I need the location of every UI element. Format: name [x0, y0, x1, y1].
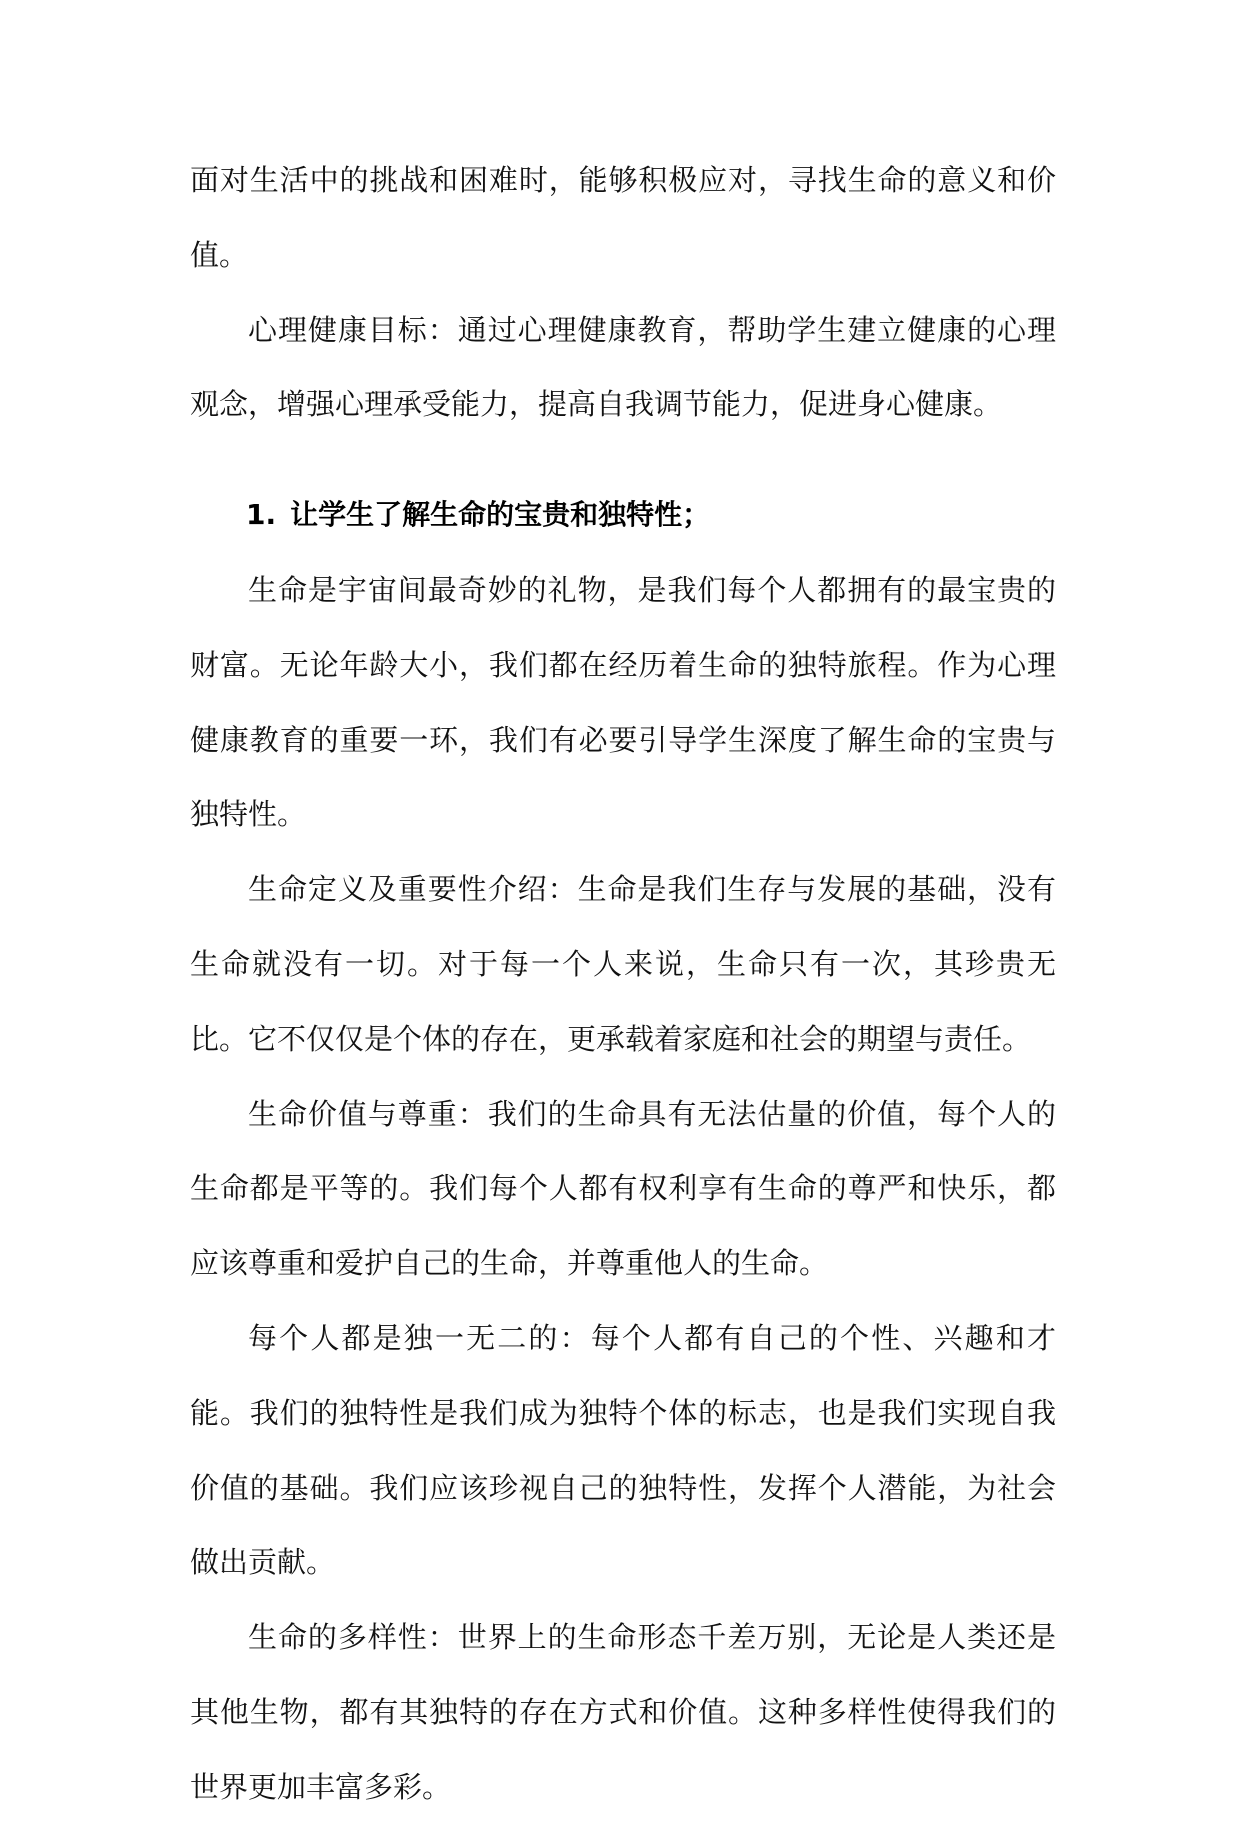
section-spacer: [190, 442, 1056, 478]
paragraph-diversity: 生命的多样性：世界上的生命形态千差万别，无论是人类还是其他生物，都有其独特的存在方式和价值。这种多样性使得我们的世界更加丰富多彩。: [190, 1620, 1056, 1804]
section-heading: [190, 478, 1056, 553]
section-number: 1.: [246, 498, 277, 532]
paragraph-life-definition: 生命定义及重要性介绍：生命是我们生存与发展的基础，没有生命就没有一切。对于每一个人来说，生命只有一次，其珍贵无比。它不仅仅是个体的存在，更承载着家庭和社会的期望与责任。: [190, 872, 1056, 1056]
paragraph-uniqueness: 每个人都是独一无二的：每个人都有自己的个性、兴趣和才能。我们的独特性是我们成为独特个体的标志，也是我们实现自我价值的基础。我们应该珍视自己的独特性，发挥个人潜能，为社会做出贡献。: [190, 1320, 1056, 1580]
document-body: [190, 143, 1056, 1825]
section-title: 让学生了解生命的宝贵和独特性；: [290, 498, 711, 532]
paragraph-mental-health-goal: 心理健康目标：通过心理健康教育，帮助学生建立健康的心理观念，增强心理承受能力，提高自我调节能力，促进身心健康。: [190, 312, 1056, 422]
paragraph-continuation: 面对生活中的挑战和困难时，能够积极应对，寻找生命的意义和价值。: [190, 163, 1056, 272]
paragraph-life-gift: 生命是宇宙间最奇妙的礼物，是我们每个人都拥有的最宝贵的财富。无论年龄大小，我们都在经历着生命的独特旅程。作为心理健康教育的重要一环，我们有必要引导学生深度了解生命的宝贵与独特性。: [190, 572, 1056, 832]
paragraph-life-value: 生命价值与尊重：我们的生命具有无法估量的价值，每个人的生命都是平等的。我们每个人都有权利享有生命的尊严和快乐，都应该尊重和爱护自己的生命，并尊重他人的生命。: [190, 1096, 1056, 1281]
